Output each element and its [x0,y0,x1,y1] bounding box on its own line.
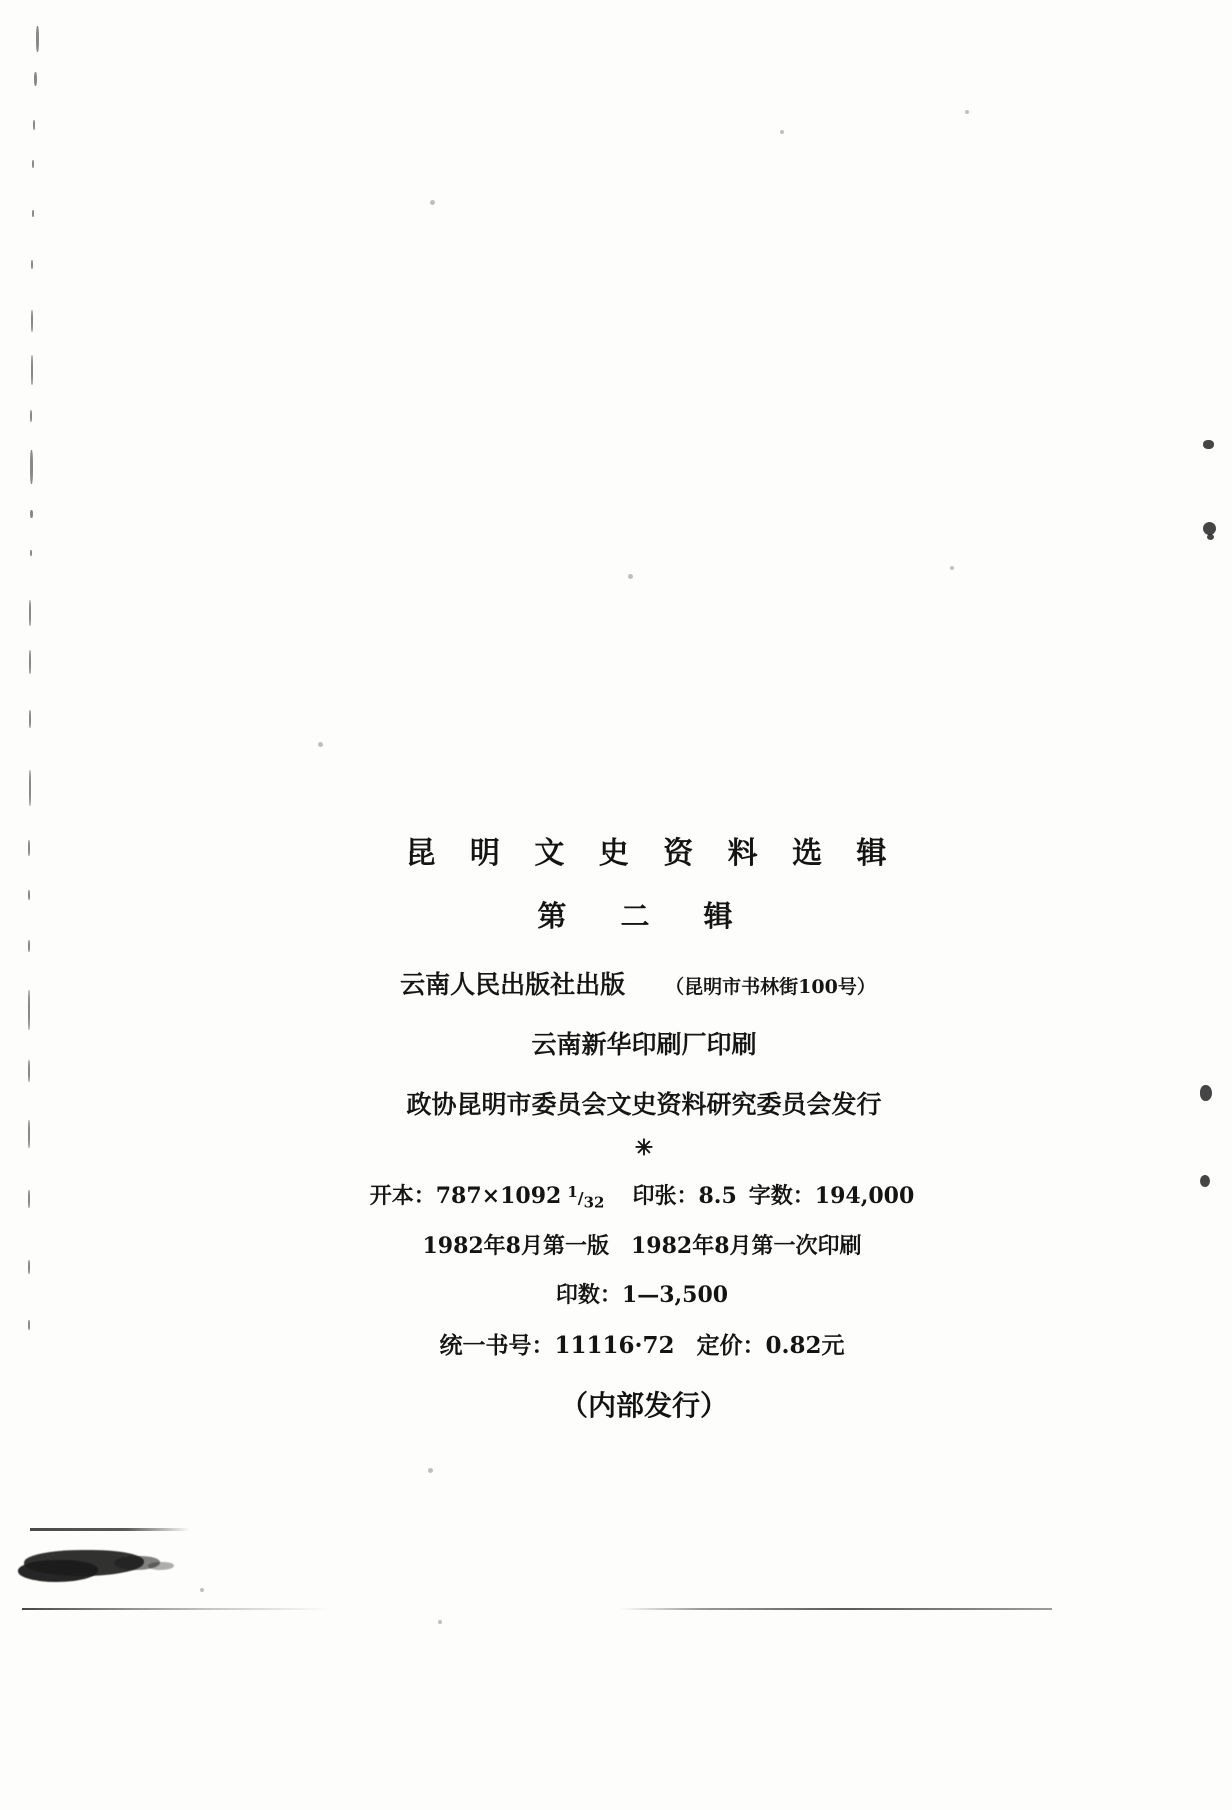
scan-rule-top [30,1528,190,1531]
book-number-label: 统一书号： [439,1332,555,1360]
distribution-note: （内部发行） [559,1389,728,1423]
printer-name: 云南新华印刷厂印刷 [531,1030,757,1059]
print-run-label: 印数： [555,1282,622,1309]
format-label: 开本： [369,1183,436,1209]
separator-asterisk: ✳ [634,1135,654,1161]
book-number-value: 11116·72 [554,1332,675,1360]
scan-rule-bottom [22,1608,1052,1610]
fraction-numerator: 1 [567,1182,578,1201]
format-value: 787×1092 [435,1183,562,1209]
publisher-name: 云南人民出版社出版 [400,970,626,999]
print-run-row [0,1278,1232,1309]
sheets-value: 8.5 [698,1183,737,1209]
book-title: 昆 明 文 史 资 料 选 辑 [405,836,899,871]
fraction-denominator: 32 [583,1193,605,1212]
volume-number: 第 二 辑 [537,899,755,933]
sheets-label: 印张： [632,1183,699,1209]
edition-row [0,1229,1232,1260]
publisher-row [0,965,1232,1001]
scan-smear [18,1540,218,1600]
format-fraction: $^1/_{32}$ [567,1182,605,1212]
words-label: 字数： [748,1183,815,1209]
price-label: 定价： [696,1332,766,1360]
words-value: 194,000 [814,1183,915,1209]
first-edition: 1982年8月第一版 [422,1233,609,1260]
first-printing: 1982年8月第一次印刷 [631,1233,862,1260]
issuer-name: 政协昆明市委员会文史资料研究委员会发行 [406,1090,882,1119]
price-value: 0.82元 [765,1332,845,1360]
book-number-row [0,1327,1232,1360]
colophon-block [0,828,1232,1424]
publisher-address: （昆明市书林街100号） [665,976,876,998]
specification-row [0,1179,1232,1211]
print-run-value: 1—3,500 [621,1282,729,1309]
